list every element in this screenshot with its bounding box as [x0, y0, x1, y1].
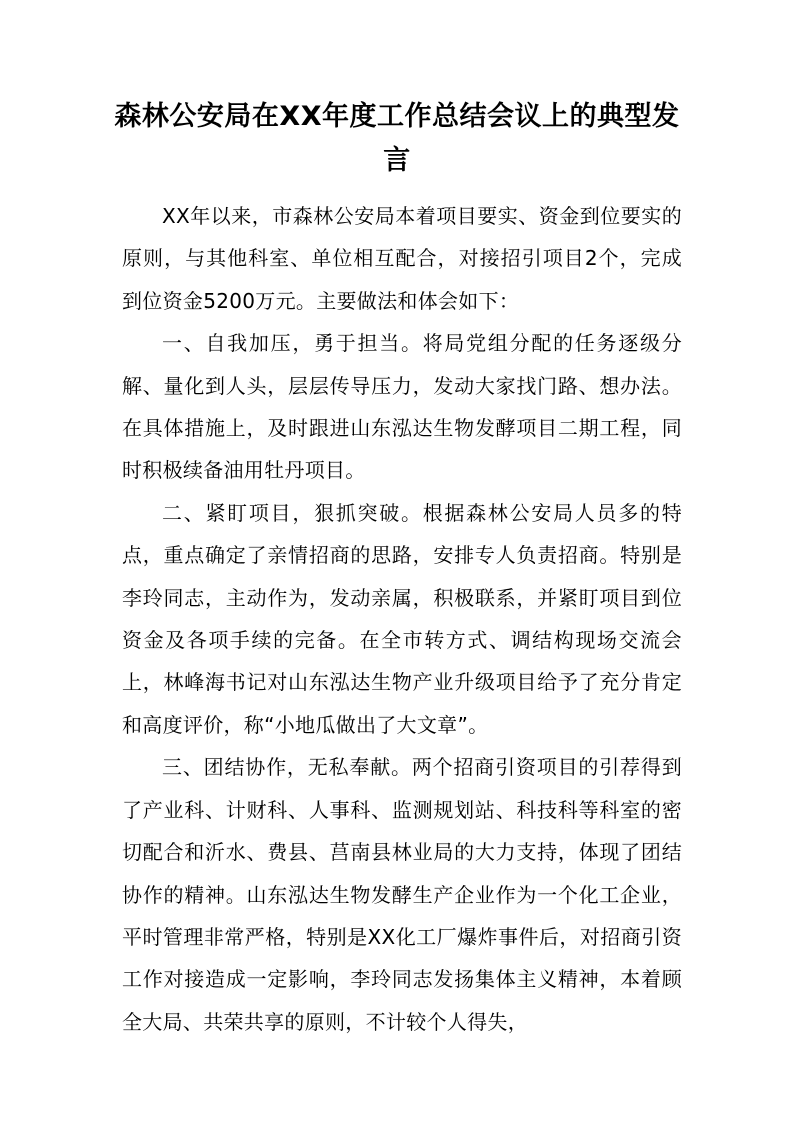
paragraph-section-1: 一、自我加压，勇于担当。将局党组分配的任务逐级分解、量化到人头，层层传导压力，发动大家找门路、想办法。在具体措施上，及时跟进山东泓达生物发酵项目二期工程，同时积极续备油用牡丹项目。	[122, 331, 682, 483]
paragraph-intro: XX年以来，市森林公安局本着项目要实、资金到位要实的原则，与其他科室、单位相互配合，对接招引项目2个，完成到位资金5200万元。主要做法和体会如下：	[122, 204, 682, 313]
document-title: 森林公安局在XX年度工作总结会议上的典型发言	[114, 101, 680, 176]
paragraph-section-3: 三、团结协作，无私奉献。两个招商引资项目的引荐得到了产业科、计财科、人事科、监测规划站、科技科等科室的密切配合和沂水、费县、莒南县林业局的大力支持，体现了团结协作的精神。山东泓达生物发酵生产企业作为一个化工企业，平时管理非常严格，特别是XX化工厂爆炸事件后，对招商引资工作对接造成一定影响，李玲同志发扬集体主义精神，本着顾全大局、共荣共享的原则，不计较个人得失，	[122, 755, 682, 1034]
document-body	[122, 195, 682, 1043]
paragraph-section-2: 二、紧盯项目，狠抓突破。根据森林公安局人员多的特点，重点确定了亲情招商的思路，安排专人负责招商。特别是李玲同志，主动作为，发动亲属，积极联系，并紧盯项目到位资金及各项手续的完备。在全市转方式、调结构现场交流会上，林峰海书记对山东泓达生物产业升级项目给予了充分肯定和高度评价，称“小地瓜做出了大文章”。	[122, 500, 682, 737]
